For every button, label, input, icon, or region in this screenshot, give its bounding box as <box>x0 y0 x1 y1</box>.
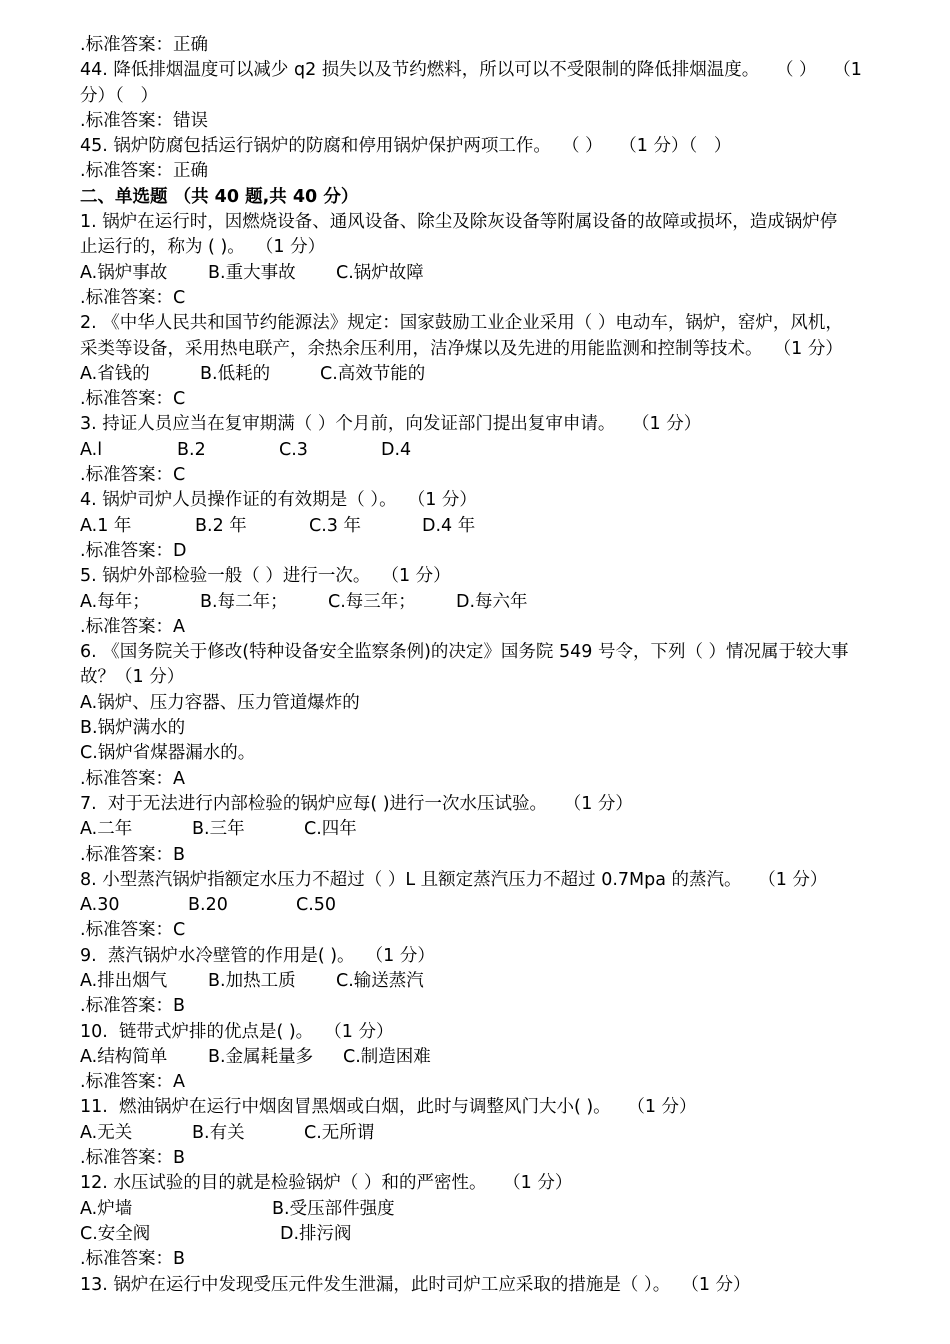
text-line: .标准答案：B <box>80 996 186 1017</box>
option: A.排出烟气 <box>80 970 168 991</box>
text-line: 44. 降低排烟温度可以减少 q2 损失以及节约燃料，所以可以不受限制的降低排烟温度。 （ ） （1 <box>80 60 862 81</box>
option: D.4 <box>381 439 412 460</box>
text-line: .标准答案：正确 <box>80 161 209 182</box>
option: A.30 <box>80 895 120 916</box>
option: C.高效节能的 <box>320 363 426 384</box>
text-line: B.锅炉满水的 <box>80 718 186 739</box>
option: B.加热工质 <box>208 970 296 991</box>
option-row <box>80 1045 910 1070</box>
text-line: .标准答案：C <box>80 287 186 308</box>
text-line: .标准答案：B <box>80 1249 186 1270</box>
text-line: 止运行的，称为 ( )。 （1 分） <box>80 237 326 258</box>
option-row <box>80 1197 910 1222</box>
text-line: 12. 水压试验的目的就是检验锅炉（ ）和的严密性。 （1 分） <box>80 1173 573 1194</box>
option: A.锅炉事故 <box>80 262 168 283</box>
text-line: 7. 对于无法进行内部检验的锅炉应每( )进行一次水压试验。 （1 分） <box>80 793 633 814</box>
option-row <box>80 969 910 994</box>
text-line: 5. 锅炉外部检验一般（ ）进行一次。 （1 分） <box>80 566 451 587</box>
text-line: 8. 小型蒸汽锅炉指额定水压力不超过（ ）L 且额定蒸汽压力不超过 0.7Mpa 的蒸汽。 （1 分） <box>80 869 828 890</box>
option: C.输送蒸汽 <box>336 970 424 991</box>
option: B.重大事故 <box>208 262 296 283</box>
section-heading: 二、单选题 （共 40 题,共 40 分） <box>80 186 359 207</box>
option: D.每六年 <box>456 591 528 612</box>
option: B.20 <box>188 895 228 916</box>
text-line: 1. 锅炉在运行时，因燃烧设备、通风设备、除尘及除灰设备等附属设备的故障或损坏，造成锅炉停 <box>80 212 838 233</box>
option-row <box>80 1222 910 1247</box>
option-row <box>80 362 910 387</box>
option: C.每三年； <box>328 591 416 612</box>
text-line: 故？（1 分） <box>80 667 185 688</box>
text-line: .标准答案：A <box>80 1072 186 1093</box>
option: B.低耗的 <box>200 363 271 384</box>
text-line: 分）（ ） <box>80 85 158 106</box>
option-row <box>80 893 910 918</box>
option-row <box>80 1121 910 1146</box>
text-line: 6. 《国务院关于修改(特种设备安全监察条例)的决定》国务院 549 号令，下列（ ）情况属于较大事 <box>80 642 849 663</box>
option: A.结构简单 <box>80 1046 168 1067</box>
text-line: 45. 锅炉防腐包括运行锅炉的防腐和停用锅炉保护两项工作。 （ ） （1 分）（ ） <box>80 136 732 157</box>
text-line: 9. 蒸汽锅炉水冷壁管的作用是( )。 （1 分） <box>80 945 435 966</box>
option: B.三年 <box>192 819 245 840</box>
text-line: 2. 《中华人民共和国节约能源法》规定：国家鼓励工业企业采用（ ）电动车，锅炉，窑炉，风机， <box>80 313 843 334</box>
option: A.炉墙 <box>80 1198 133 1219</box>
option: A.1 年 <box>80 515 132 536</box>
option: D.4 年 <box>422 515 476 536</box>
option-row <box>80 514 910 539</box>
text-line: 3. 持证人员应当在复审期满（ ）个月前，向发证部门提出复审申请。 （1 分） <box>80 414 702 435</box>
option-row <box>80 817 910 842</box>
option: B.受压部件强度 <box>272 1198 395 1219</box>
option: C.四年 <box>304 819 357 840</box>
option: C.无所谓 <box>304 1122 375 1143</box>
option: C.锅炉故障 <box>336 262 424 283</box>
option: B.每二年； <box>200 591 288 612</box>
option: C.3 <box>279 439 308 460</box>
text-line: .标准答案：正确 <box>80 35 209 55</box>
option: A.无关 <box>80 1122 133 1143</box>
option-row <box>80 438 910 463</box>
option: C.制造困难 <box>343 1046 431 1067</box>
text-line: .标准答案：B <box>80 1148 186 1169</box>
text-line: .标准答案：C <box>80 465 186 486</box>
text-line: 4. 锅炉司炉人员操作证的有效期是（ ）。 （1 分） <box>80 490 477 511</box>
text-line: .标准答案：B <box>80 844 186 865</box>
option: C.安全阀 <box>80 1223 151 1244</box>
option: B.有关 <box>192 1122 245 1143</box>
option-row <box>80 261 910 286</box>
text-line: .标准答案：C <box>80 389 186 410</box>
option: A.二年 <box>80 819 133 840</box>
option: A.l <box>80 439 103 460</box>
text-line: A.锅炉、压力容器、压力管道爆炸的 <box>80 692 360 713</box>
option: A.每年； <box>80 591 150 612</box>
text-line: 10. 链带式炉排的优点是( )。 （1 分） <box>80 1021 394 1042</box>
option: B.2 年 <box>195 515 247 536</box>
text-line: 11. 燃油锅炉在运行中烟囱冒黑烟或白烟，此时与调整风门大小( )。 （1 分） <box>80 1097 697 1118</box>
option: D.排污阀 <box>280 1223 352 1244</box>
text-line: .标准答案：A <box>80 768 186 789</box>
text-line: C.锅炉省煤器漏水的。 <box>80 743 256 764</box>
text-line: 13. 锅炉在运行中发现受压元件发生泄漏，此时司炉工应采取的措施是（ ）。 （1 分） <box>80 1274 751 1295</box>
option: B.2 <box>177 439 206 460</box>
text-line: .标准答案：C <box>80 920 186 941</box>
text-line: 采类等设备，采用热电联产，余热余压利用，洁净煤以及先进的用能监测和控制等技术。 （1 分） <box>80 338 843 359</box>
option: C.3 年 <box>309 515 361 536</box>
option-row <box>80 590 910 615</box>
text-line: .标准答案：错误 <box>80 110 209 131</box>
option: A.省钱的 <box>80 363 150 384</box>
text-line: .标准答案：D <box>80 540 187 561</box>
option: B.金属耗量多 <box>208 1046 314 1067</box>
text-line: .标准答案：A <box>80 616 186 637</box>
option: C.50 <box>296 895 337 916</box>
